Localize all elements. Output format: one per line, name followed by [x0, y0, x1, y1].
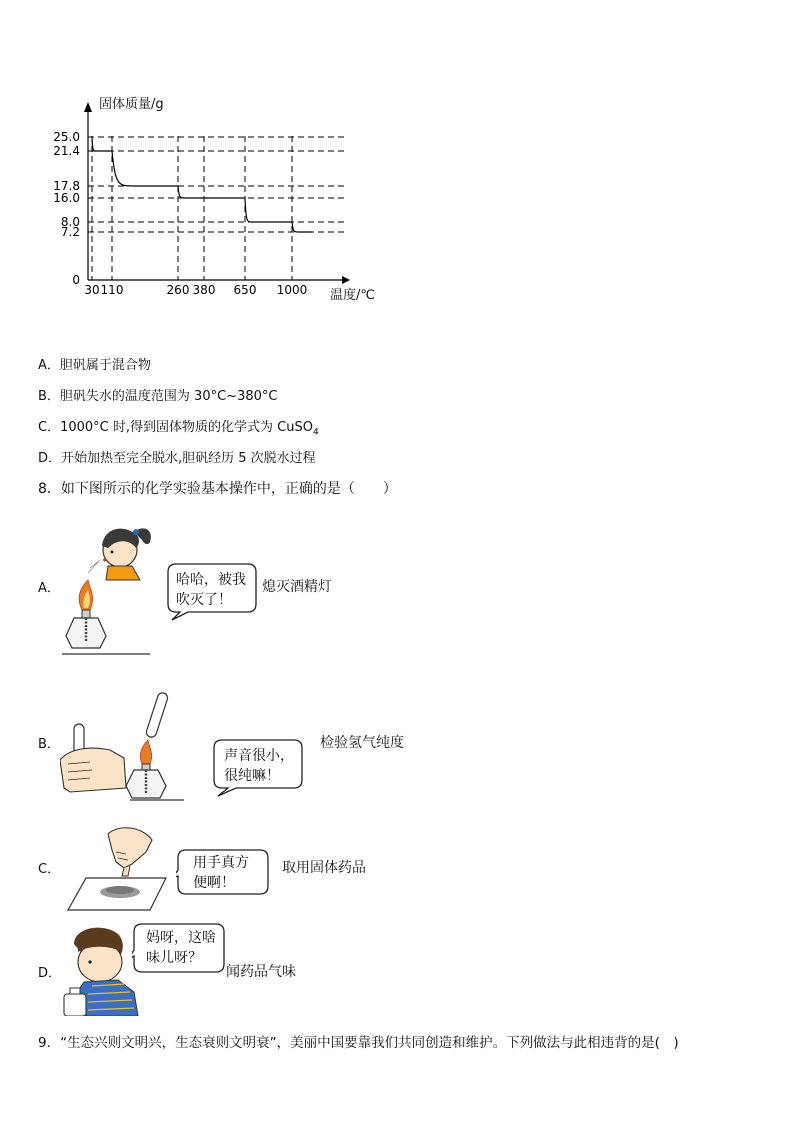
y-tick-label: 25.0 — [53, 130, 80, 144]
question-9-stem: 9．“生态兴则文明兴，生态衰则文明衰”，美丽中国要靠我们共同创造和维护。下列做法与此相违背的是( ) — [38, 1035, 679, 1051]
option-text: 胆矾失水的温度范围为 30°C~380°C — [59, 389, 278, 404]
chart-ylabel: 固体质量/g — [99, 97, 164, 112]
option-letter: C． — [38, 420, 61, 435]
option-text: 胆矾属于混合物 — [59, 358, 151, 373]
bubble-a-line1: 哈哈，被我 — [176, 572, 246, 588]
caption-8d: 闻药品气味 — [226, 964, 296, 980]
option-8b-letter: B． — [38, 737, 60, 752]
y-tick-label: 0 — [72, 273, 80, 287]
option-7b — [38, 385, 277, 404]
hand-taking-solid-illustration — [66, 822, 170, 914]
bubble-b-line2: 很纯嘛！ — [224, 768, 280, 784]
caption-8a: 熄灭酒精灯 — [262, 579, 332, 595]
option-7d — [38, 447, 316, 466]
option-7a — [38, 354, 151, 373]
option-8d-letter: D． — [38, 966, 62, 981]
option-8a-letter: A． — [38, 581, 60, 596]
x-tick-label: 1000 — [276, 283, 308, 297]
option-letter: A． — [38, 358, 60, 373]
hydrogen-purity-test-illustration — [60, 688, 190, 803]
x-tick-label: 650 — [233, 283, 257, 297]
bubble-d-line2: 味儿呀？ — [146, 950, 202, 966]
bubble-c-line1: 用手真方 — [193, 855, 249, 871]
x-tick-label: 110 — [100, 283, 124, 297]
boy-smelling-bottle-illustration — [62, 924, 142, 1016]
x-axis-arrow — [342, 276, 350, 284]
option-letter: B． — [38, 389, 60, 404]
chart-xlabel: 温度/℃ — [330, 288, 375, 303]
x-tick-label: 260 — [166, 283, 190, 297]
bubble-c-line2: 便啊！ — [193, 875, 235, 891]
alcohol-lamp-blowing-illustration — [60, 518, 160, 660]
y-tick-label: 7.2 — [60, 225, 80, 239]
option-text: 开始加热至完全脱水,胆矾经历 5 次脱水过程 — [61, 451, 316, 466]
option-8c-letter: C． — [38, 862, 61, 877]
x-tick-label: 380 — [192, 283, 216, 297]
y-tick-label: 21.4 — [53, 144, 80, 158]
question-8-stem: 8．如下图所示的化学实验基本操作中，正确的是（ ） — [38, 481, 397, 497]
option-7c — [38, 416, 319, 438]
x-tick-label: 30 — [84, 283, 100, 297]
bubble-b-line1: 声音很小， — [224, 748, 294, 764]
bubble-d-line1: 妈呀，这啥 — [146, 930, 216, 946]
y-tick-label: 8.0 — [60, 215, 80, 229]
caption-8c: 取用固体药品 — [282, 860, 366, 876]
option-subscript: 4 — [312, 427, 319, 438]
option-text: 1000°C 时,得到固体物质的化学式为 CuSO — [60, 420, 313, 435]
mass-temperature-chart — [40, 90, 400, 310]
y-tick-label: 17.8 — [53, 179, 80, 193]
bubble-a-line2: 吹灭了！ — [176, 592, 232, 608]
y-tick-label: 16.0 — [53, 191, 80, 205]
y-axis-arrow — [84, 102, 92, 112]
option-letter: D． — [38, 451, 62, 466]
caption-8b: 检验氢气纯度 — [320, 735, 404, 751]
